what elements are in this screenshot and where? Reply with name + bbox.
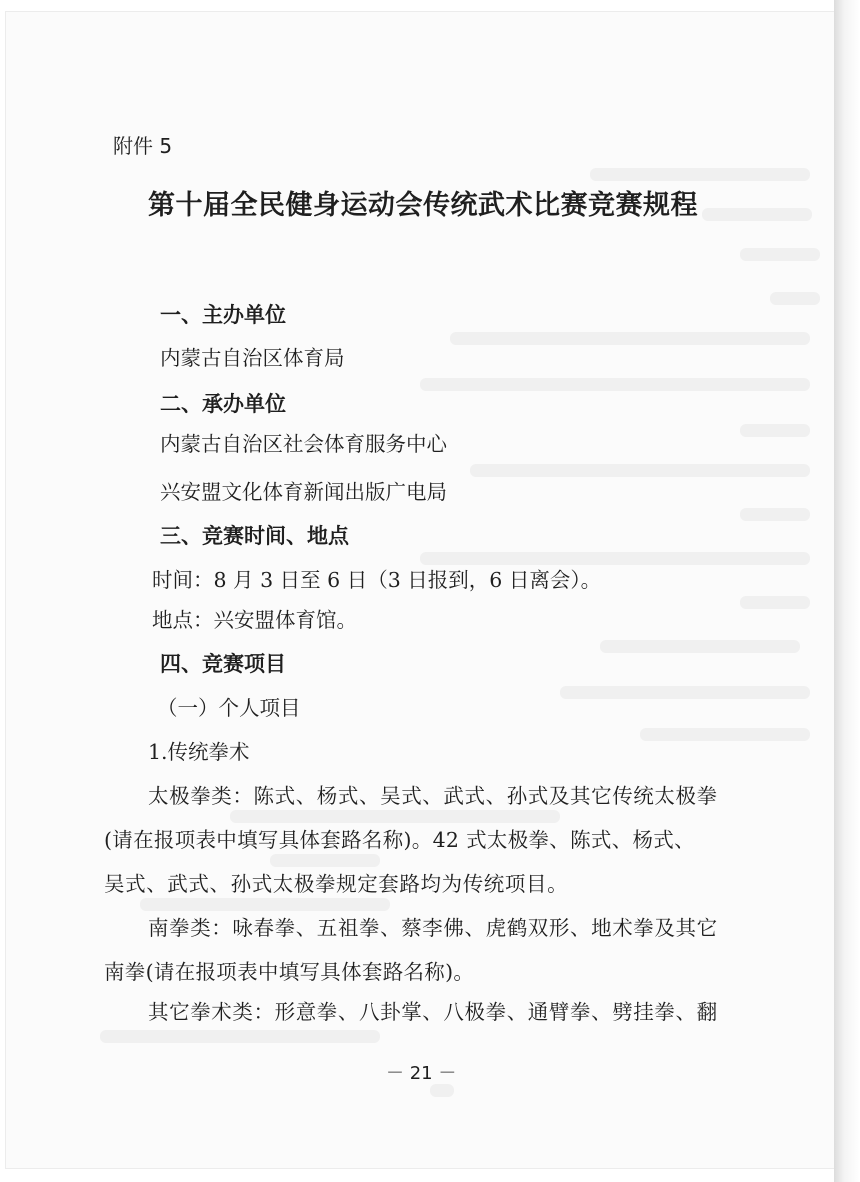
nanquan-paragraph-line-2: 南拳(请在报项表中填写具体套路名称)。 — [104, 960, 475, 984]
section-heading-events: 四、竞赛项目 — [160, 652, 286, 676]
document-title: 第十届全民健身运动会传统武术比赛竞赛规程 — [148, 190, 698, 221]
organizer-text: 内蒙古自治区体育局 — [160, 346, 345, 370]
page-edge-shadow — [834, 0, 860, 1182]
host-text-2: 兴安盟文化体育新闻出版广电局 — [160, 480, 447, 504]
other-boxing-paragraph-line-1: 其它拳术类：形意拳、八卦掌、八极拳、通臂拳、劈挂拳、翻 — [148, 1000, 718, 1024]
taiji-paragraph-line-1: 太极拳类：陈式、杨式、吴式、武式、孙式及其它传统太极拳 — [148, 784, 718, 808]
attachment-label: 附件 5 — [113, 134, 173, 158]
item-traditional-boxing: 1.传统拳术 — [148, 740, 250, 764]
taiji-paragraph-line-2: (请在报项表中填写具体套路名称)。42 式太极拳、陈式、杨式、 — [104, 828, 695, 852]
nanquan-paragraph-line-1: 南拳类：咏春拳、五祖拳、蔡李佛、虎鹤双形、地术拳及其它 — [148, 916, 718, 940]
page-number: － 21 － — [386, 1063, 457, 1084]
time-text: 时间：8 月 3 日至 6 日（3 日报到，6 日离会）。 — [152, 568, 602, 592]
section-heading-organizer: 一、主办单位 — [160, 303, 286, 327]
host-text-1: 内蒙古自治区社会体育服务中心 — [160, 432, 447, 456]
section-heading-time-place: 三、竞赛时间、地点 — [160, 524, 349, 548]
subsection-individual: （一）个人项目 — [157, 696, 301, 720]
section-heading-host: 二、承办单位 — [160, 392, 286, 416]
place-text: 地点：兴安盟体育馆。 — [152, 608, 357, 632]
taiji-paragraph-line-3: 吴式、武式、孙式太极拳规定套路均为传统项目。 — [104, 872, 569, 896]
